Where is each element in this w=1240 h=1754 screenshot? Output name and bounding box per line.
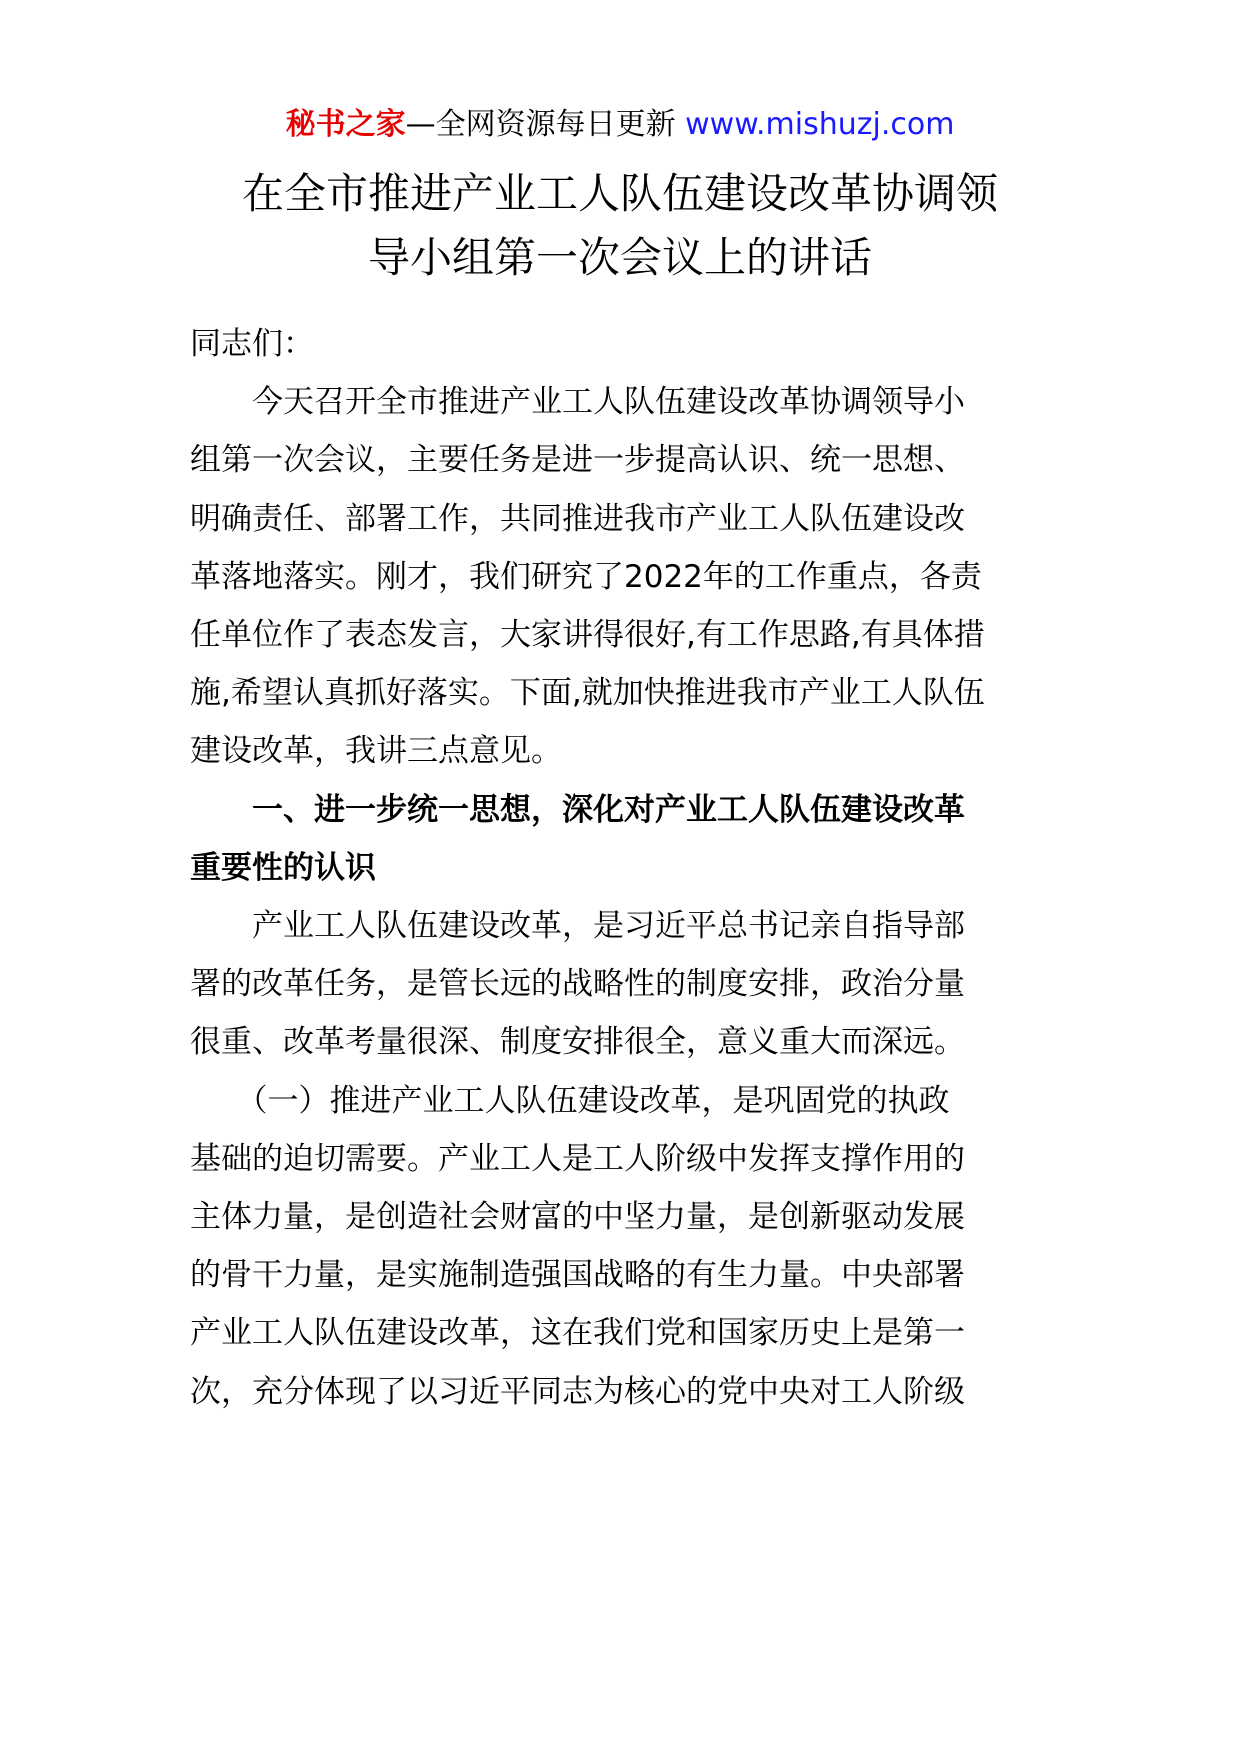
document-title-line-1: 在全市推进产业工人队伍建设改革协调领 <box>241 169 998 218</box>
body-line: 很重、改革考量很深、制度安排很全，意义重大而深远。 <box>190 1024 965 1061</box>
body-line: （一）推进产业工人队伍建设改革，是巩固党的执政 <box>190 1082 950 1119</box>
body-line: 的骨干力量，是实施制造强国战略的有生力量。中央部署 <box>190 1257 965 1294</box>
body-line: 次，充分体现了以习近平同志为核心的党中央对工人阶级 <box>190 1373 965 1410</box>
site-header <box>0 100 1240 150</box>
body-line: 产业工人队伍建设改革，是习近平总书记亲自指导部 <box>190 908 965 944</box>
body-line: 署的改革任务，是管长远的战略性的制度安排，政治分量 <box>190 966 965 1003</box>
body-line: 施,希望认真抓好落实。下面,就加快推进我市产业工人队伍 <box>190 675 985 712</box>
body-line: 基础的迫切需要。产业工人是工人阶级中发挥支撑作用的 <box>190 1140 965 1177</box>
body-line: 革落地落实。刚才，我们研究了2022年的工作重点，各责 <box>190 558 982 595</box>
body-line: 今天召开全市推进产业工人队伍建设改革协调领导小 <box>190 384 965 421</box>
body-line: 建设改革，我讲三点意见。 <box>190 733 562 770</box>
body-line: 同志们： <box>190 326 314 362</box>
body-line: 产业工人队伍建设改革，这在我们党和国家历史上是第一 <box>190 1315 965 1352</box>
site-brand: 秘书之家 <box>285 107 406 142</box>
body-line: 明确责任、部署工作，共同推进我市产业工人队伍建设改 <box>190 500 965 537</box>
body-line: 组第一次会议，主要任务是进一步提高认识、统一思想、 <box>190 442 965 479</box>
site-url-link[interactable]: www.mishuzj.com <box>685 107 955 142</box>
document-title-line-2: 导小组第一次会议上的讲话 <box>367 233 872 282</box>
body-line: 任单位作了表态发言，大家讲得很好,有工作思路,有具体措 <box>190 617 985 653</box>
body-line: 主体力量，是创造社会财富的中坚力量，是创新驱动发展 <box>190 1199 965 1235</box>
body-line: 一、进一步统一思想，深化对产业工人队伍建设改革 <box>190 791 965 828</box>
site-slogan: —全网资源每日更新 <box>405 107 686 142</box>
body-line: 重要性的认识 <box>190 849 376 886</box>
